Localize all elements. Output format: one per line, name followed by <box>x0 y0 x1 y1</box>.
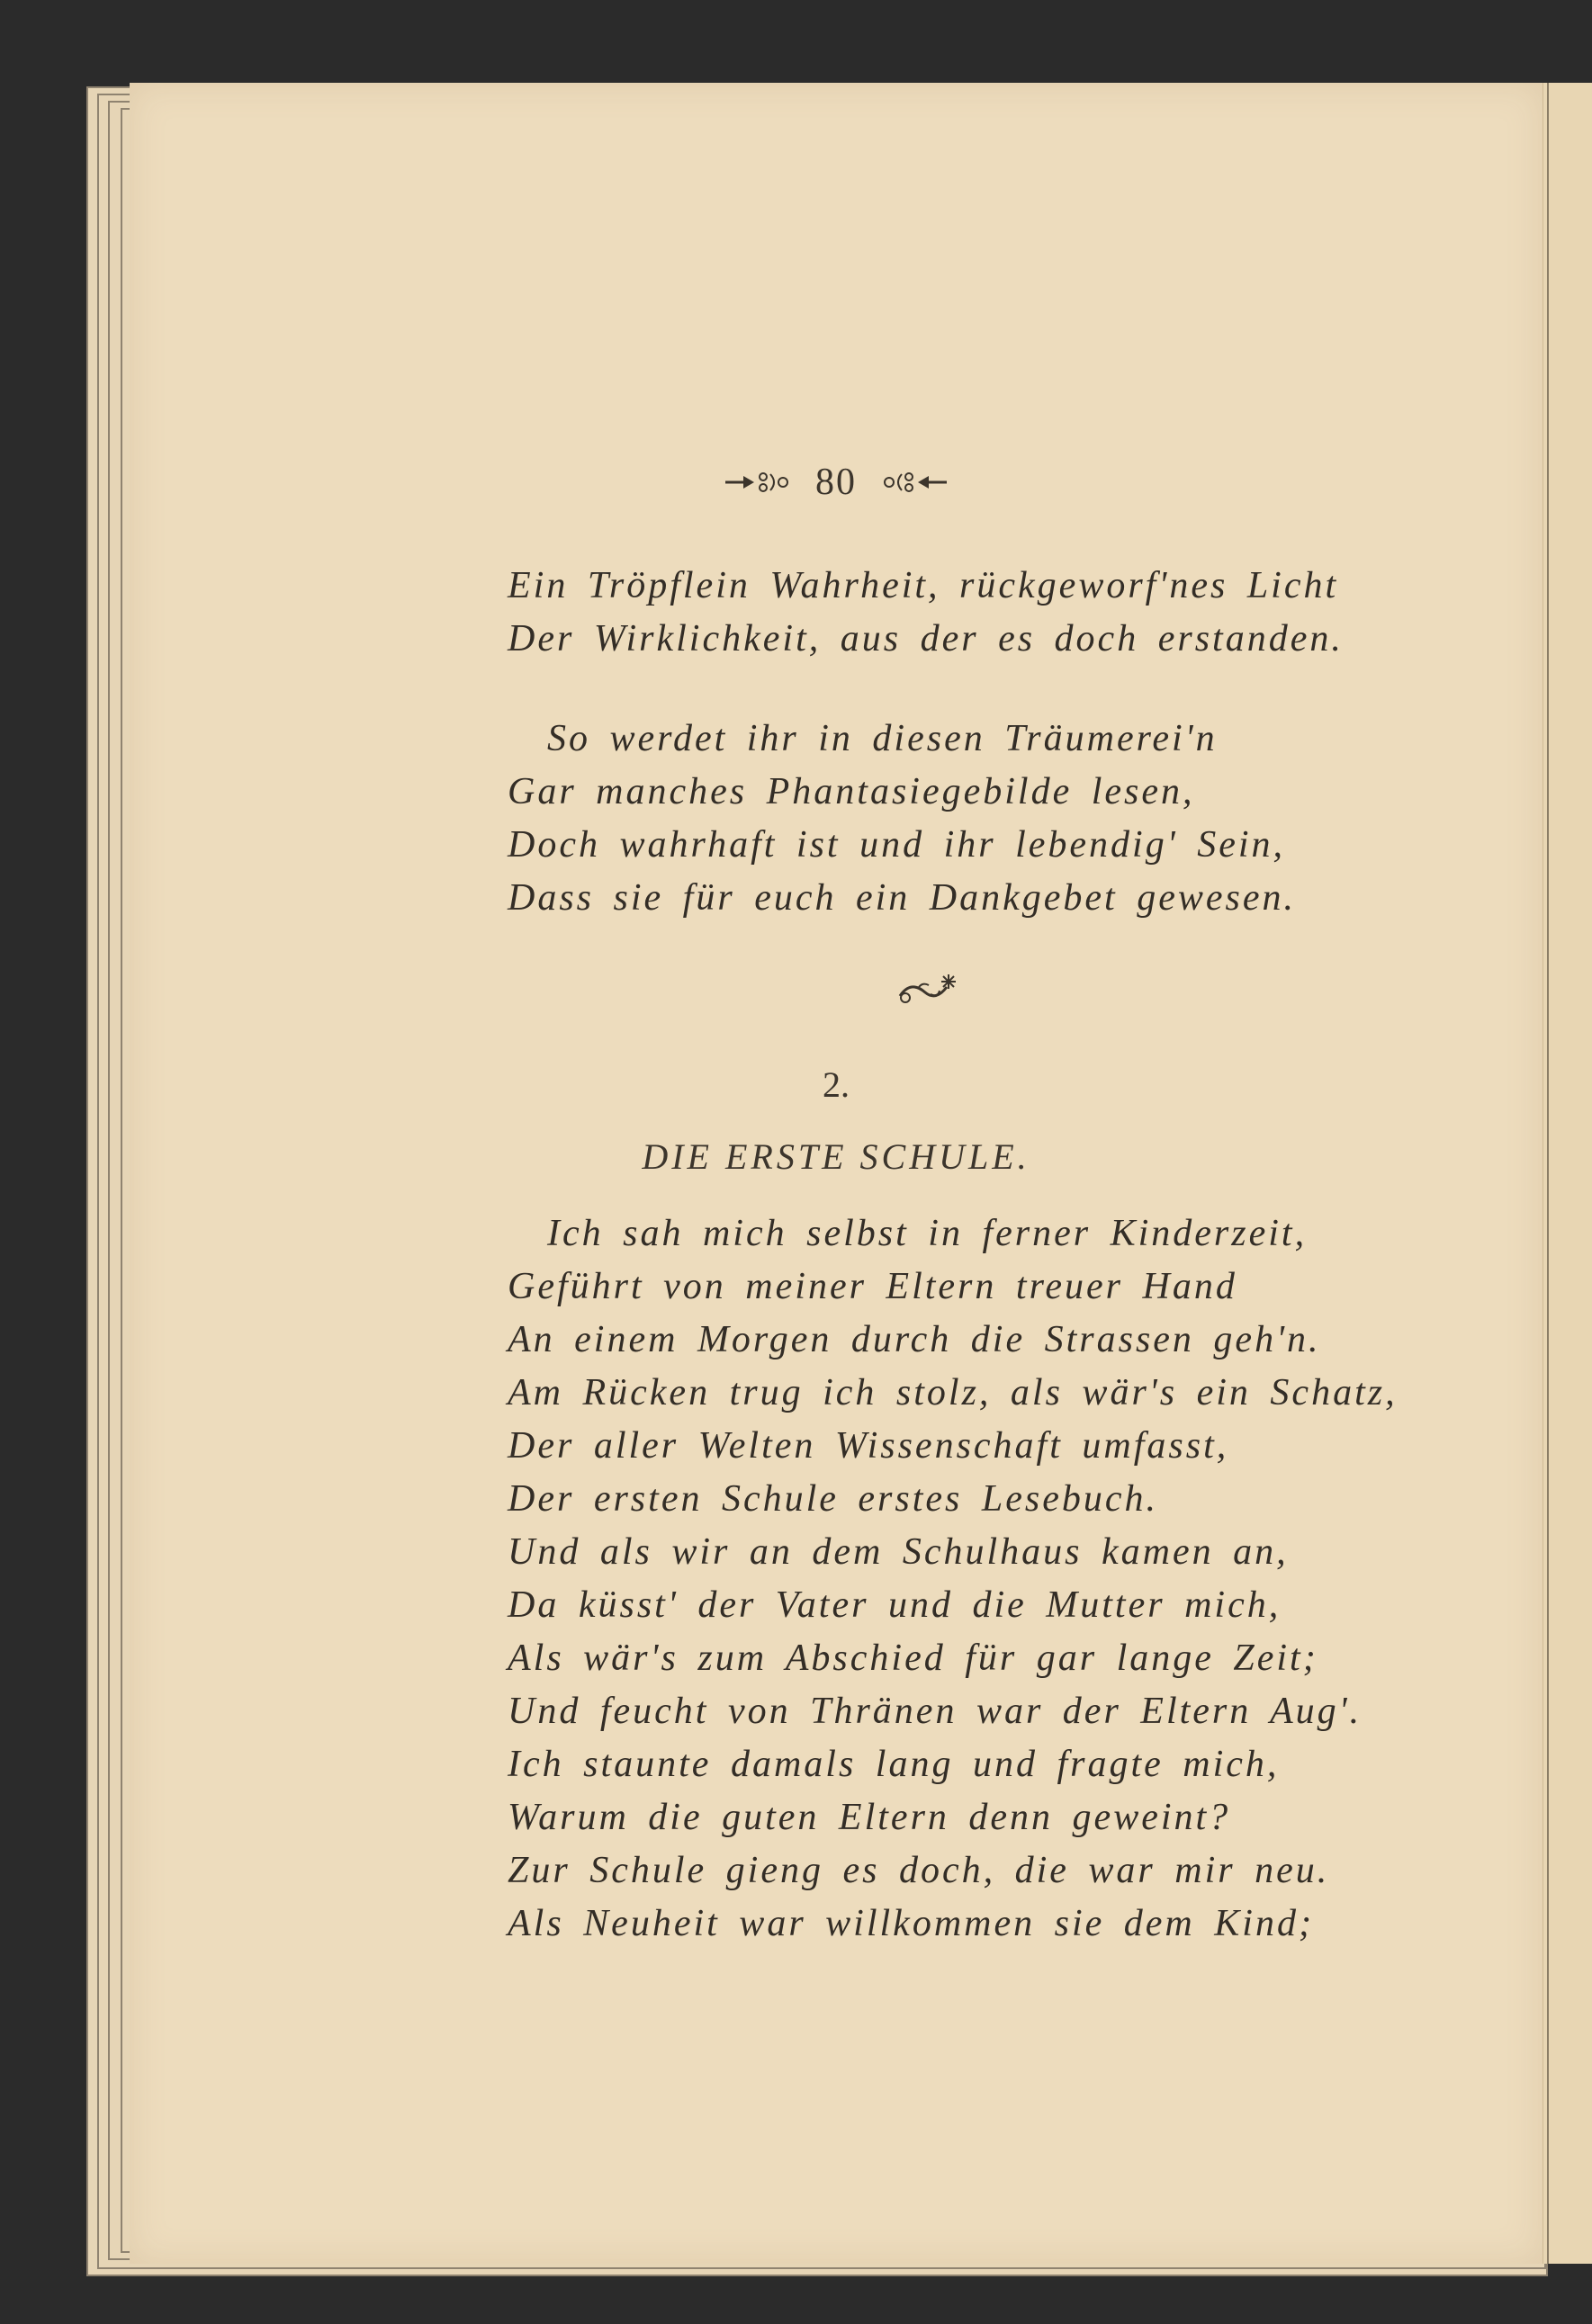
verse-line: Geführt von meiner Eltern treuer Hand <box>508 1266 1237 1307</box>
stanza-continuation <box>508 560 1344 666</box>
verse-line: Warum die guten Eltern denn geweint? <box>508 1797 1231 1838</box>
verse-line: Doch wahrhaft ist und ihr lebendig' Sein, <box>508 824 1286 866</box>
book-gutter-line <box>1547 83 1549 2264</box>
page-number: 80 <box>815 462 857 503</box>
left-ornament-icon <box>724 469 796 496</box>
poem-title: DIE ERSTE SCHULE. <box>642 1136 1030 1177</box>
verse-line: Der ersten Schule erstes Lesebuch. <box>508 1478 1159 1520</box>
verse-line: Der Wirklichkeit, aus der es doch erstanden. <box>508 618 1344 660</box>
closing-stanza <box>508 713 1296 925</box>
poem-body <box>508 1207 1398 1951</box>
verse-line: An einem Morgen durch die Strassen geh'n. <box>508 1319 1321 1360</box>
verse-line: Dass sie für euch ein Dankgebet gewesen. <box>508 877 1296 919</box>
right-ornament-icon <box>877 469 949 496</box>
verse-line: Und als wir an dem Schulhaus kamen an, <box>508 1531 1289 1573</box>
verse-line: Zur Schule gieng es doch, die war mir neu. <box>508 1850 1330 1891</box>
verse-line: Am Rücken trug ich stolz, als wär's ein Schatz, <box>508 1372 1398 1413</box>
facing-page-edge <box>1541 83 1592 2264</box>
verse-line: Als Neuheit war willkommen sie dem Kind; <box>508 1903 1314 1944</box>
verse-line: Als wär's zum Abschied für gar lange Zeit; <box>508 1638 1318 1679</box>
verse-line: Da küsst' der Vater und die Mutter mich, <box>508 1584 1282 1626</box>
verse-line: Gar manches Phantasiegebilde lesen, <box>508 771 1195 812</box>
verse-line: Und feucht von Thränen war der Eltern Aug'. <box>508 1691 1363 1732</box>
book-page <box>130 83 1543 2264</box>
section-number: 2. <box>823 1064 850 1105</box>
verse-line: Der aller Welten Wissenschaft umfasst, <box>508 1425 1229 1467</box>
verse-line: Ich staunte damals lang und fragte mich, <box>508 1744 1280 1785</box>
fleuron-ornament-icon <box>895 969 963 1013</box>
verse-line: Ich sah mich selbst in ferner Kinderzeit, <box>547 1213 1308 1254</box>
running-head <box>130 461 1543 504</box>
verse-line: So werdet ihr in diesen Träumerei'n <box>547 718 1218 759</box>
verse-line: Ein Tröpflein Wahrheit, rückgeworf'nes Licht <box>508 565 1339 606</box>
